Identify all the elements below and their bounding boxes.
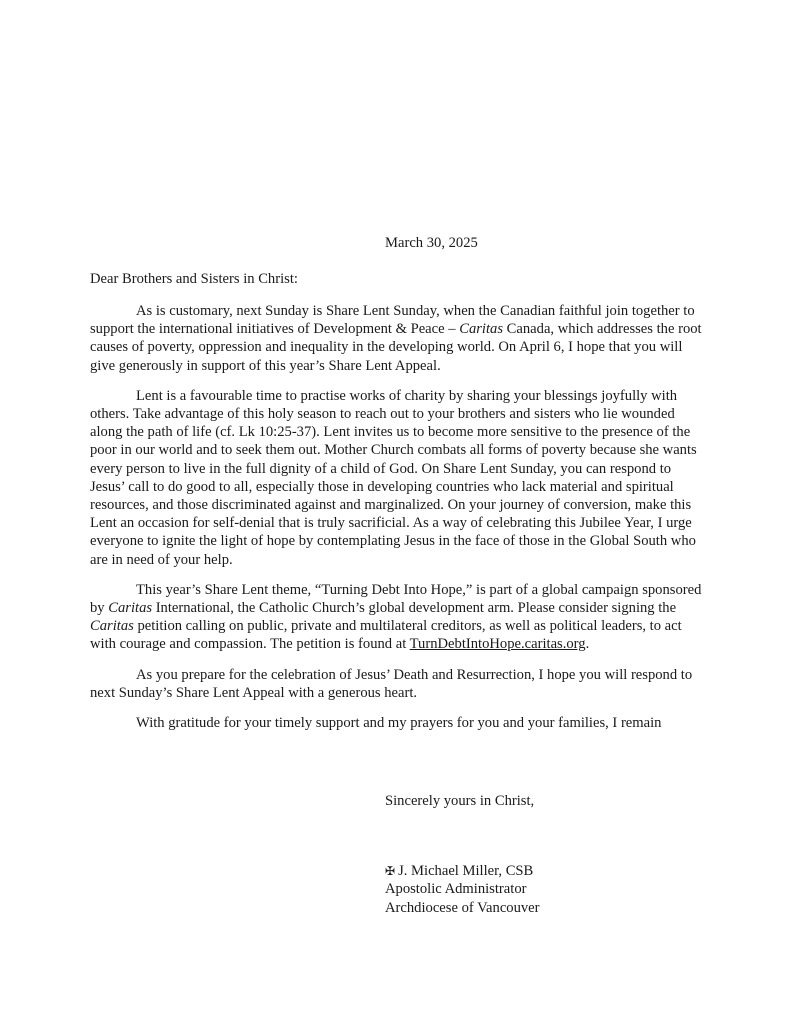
paragraph-2: Lent is a favourable time to practise works of charity by sharing your blessings joyfully with others. Take advantage of this holy season to reach out to your brothers and sisters who lie wounded along the path of life (cf. Lk 10:25-37). Lent invites us to become more sensitive to the presence of the poor in our world and to seek them out. Mother Church combats all forms of poverty because she wants every person to live in the full dignity of a child of God. On Share Lent Sunday, you can respond to Jesus’ call to do good to all, especially those in developing countries who lack material and spiritual resources, and those discriminated against and marginalized. On your journey of conversion, make this Lent an occasion for self-denial that is truly sacrificial. As a way of celebrating this Jubilee Year, I urge everyone to ignite the light of hope by contemplating Jesus in the face of those in the Global South who are in need of your help. (90, 387, 697, 568)
paragraph-3 (90, 581, 702, 654)
caritas-italic: Caritas (108, 600, 153, 617)
salutation: Dear Brothers and Sisters in Christ: (90, 271, 298, 287)
paragraph-1 (90, 302, 702, 375)
paragraph-3-text-b: International, the Catholic Church’s global development arm. Please consider signing the (152, 600, 677, 617)
paragraph-1-text-a: As is customary, next Sunday is Share Lent Sunday, when the Canadian faithful join together to support the international initiatives of Development & Peace – (90, 303, 695, 338)
paragraph-5: With gratitude for your timely support and my prayers for you and your families, I remain (136, 715, 662, 732)
signatory-name: J. Michael Miller, CSB (398, 863, 534, 879)
cross-icon: ✠ (385, 864, 396, 878)
petition-link[interactable]: TurnDebtIntoHope.caritas.org (409, 636, 586, 653)
caritas-italic: Caritas (459, 321, 504, 338)
paragraph-3-text-c: petition calling on public, private and multilateral creditors, as well as political leaders, to act with courage and compassion. The petition is found at (90, 618, 682, 653)
paragraph-4: As you prepare for the celebration of Jesus’ Death and Resurrection, I hope you will respond to next Sunday’s Share Lent Appeal with a generous heart. (90, 666, 693, 701)
signature-block (385, 862, 540, 917)
paragraph-3-text-a: This year’s Share Lent theme, “Turning Debt Into Hope,” is part of a global campaign sponsored by (90, 581, 702, 617)
caritas-italic: Caritas (90, 618, 134, 635)
signature-name-line (385, 862, 540, 880)
letter-date: March 30, 2025 (385, 235, 478, 251)
closing: Sincerely yours in Christ, (385, 793, 535, 809)
signatory-title: Apostolic Administrator (385, 881, 527, 898)
letter-body (90, 302, 702, 744)
paragraph-3-text-d: . (585, 636, 590, 653)
signatory-organization: Archdiocese of Vancouver (385, 899, 540, 916)
paragraph-1-text-b: Canada, which addresses the root causes of poverty, oppression and inequality in the developing world. On April 6, I hope that you will give generously in support of this year’s Share Lent Appeal. (90, 321, 702, 374)
